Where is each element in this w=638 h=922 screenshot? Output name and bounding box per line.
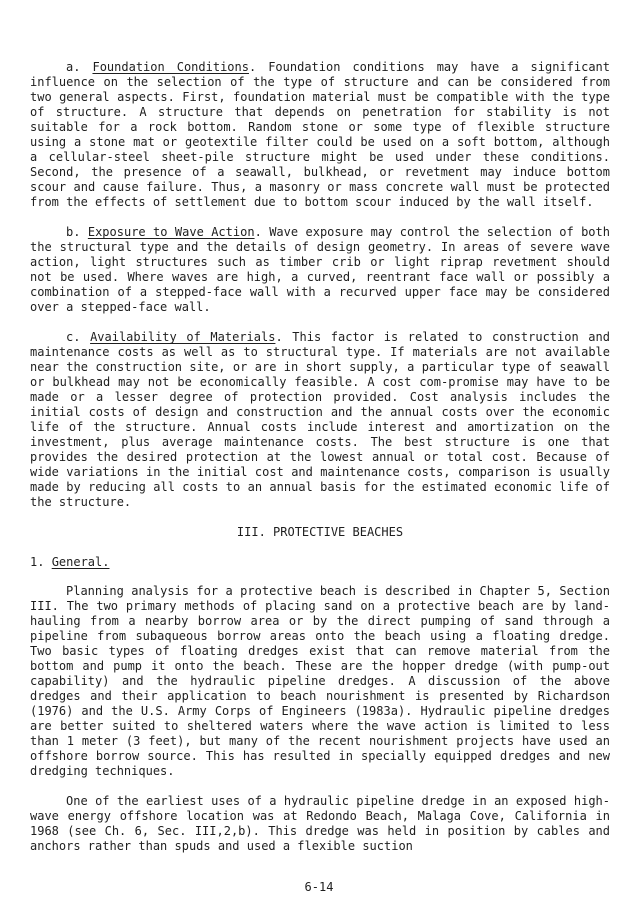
subsection-number: 1. <box>30 555 45 569</box>
paragraph-heading: Availability of Materials <box>90 330 276 344</box>
subsection-title: General. <box>51 555 110 569</box>
paragraph-text: One of the earliest uses of a hydraulic pipeline dredge in an exposed high-wave energy offshore location was at Redondo Beach, Malaga Cove, California in 1968 (see Ch. 6, Sec. III,2,b). This dredge was held in position by cables and anchors rather than spuds and used a flexible suction <box>30 794 610 853</box>
paragraph-text: Planning analysis for a protective beach is described in Chapter 5, Section III. The two primary methods of placing sand on a protective beach are by land-hauling from a nearby borrow area or by the direct pumping of sand through a pipeline from subaqueous borrow areas onto the beach using a floating dredge. Two basic types of floating dredges exist that can remove material from the bottom and pump it onto the beach. These are the hopper dredge (with pump-out capability) and the hydraulic pipeline dredges. A discussion of the above dredges and their application to beach nourishment is presented by Richardson (1976) and the U.S. Army Corps of Engineers (1983a). Hydraulic pipeline dredges are better suited to sheltered waters where the wave action is limited to less than 1 meter (3 feet), but many of the recent nourishment projects have used an offshore borrow source. This has resulted in specially equipped dredges and new dredging techniques. <box>30 584 610 778</box>
paragraph-general-redondo <box>30 794 610 854</box>
page-number: 6-14 <box>304 880 334 894</box>
section-title: III. PROTECTIVE BEACHES <box>236 525 404 539</box>
paragraph-label: a. <box>66 60 81 74</box>
paragraph-text: . Wave exposure may control the selection of both the structural type and the details of design geometry. In areas of severe wave action, light structures such as timber crib or light riprap revetment should not be used. Where waves are high, a curved, reentrant face wall or possibly a combination of a stepped-face wall with a recurved upper face may be considered over a stepped-face wall. <box>30 225 610 314</box>
paragraph-label: b. <box>66 225 81 239</box>
subsection-heading <box>30 555 610 570</box>
paragraph-foundation-conditions <box>30 60 610 210</box>
document-page <box>30 60 610 869</box>
paragraph-heading: Exposure to Wave Action <box>87 225 255 239</box>
paragraph-heading: Foundation Conditions <box>92 60 249 74</box>
paragraph-text: . Foundation conditions may have a significant influence on the selection of the type of structure and can be considered from two general aspects. First, foundation material must be compatible with the type of structure. A structure that depends on penetration for stability is not suitable for a rock bottom. Random stone or some type of flexible structure using a stone mat or geotextile filter could be used on a soft bottom, although a cellular-steel sheet-pile structure might be used under these conditions. Second, the presence of a seawall, bulkhead, or revetment may induce bottom scour and cause failure. Thus, a masonry or mass concrete wall must be protected from the effects of settlement due to bottom scour induced by the wall itself. <box>30 60 610 209</box>
paragraph-exposure-to-wave-action <box>30 225 610 315</box>
paragraph-availability-of-materials <box>30 330 610 510</box>
paragraph-general-planning <box>30 584 610 779</box>
paragraph-text: . This factor is related to construction and maintenance costs as well as to structural type. If materials are not available near the construction site, or are in short supply, a particular type of seawall or bulkhead may not be economically feasible. A cost com-promise may have to be made or a lesser degree of protection provided. Cost analysis includes the initial costs of design and construction and the annual costs over the economic life of the structure. Annual costs include interest and amortization on the investment, plus average maintenance costs. The best structure is one that provides the desired protection at the lowest annual or total cost. Because of wide variations in the initial cost and maintenance costs, comparison is usually made by reducing all costs to an annual basis for the estimated economic life of the structure. <box>30 330 610 509</box>
paragraph-label: c. <box>66 330 81 344</box>
